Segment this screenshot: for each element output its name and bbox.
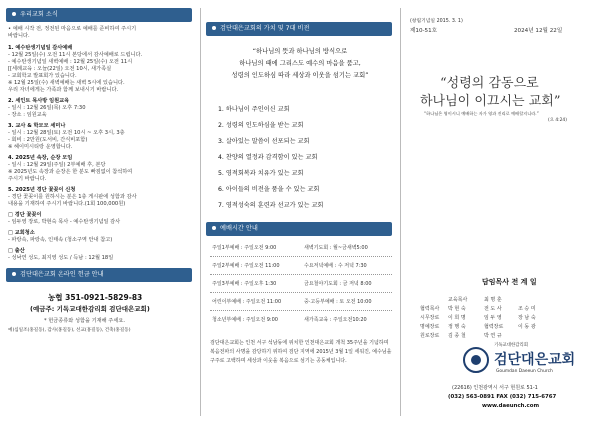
notice-1-line: - 12월 25일(수) 오전 11시 본당에서 감사예배로 드립니다. [8,52,143,58]
worship-time: 중·고등부예배 : 토 오전 10:00 [304,299,372,305]
offering-memo: * 헌금종류와 성함을 기재해 주세요. [44,318,125,324]
notice-5-line: - 경단 꽃꽂이를 원하시는 분은 1층 게시판에 성함과 감사 [8,194,137,200]
vision-item: 5. 영적회복과 치유가 있는 교회 [218,170,304,177]
staff-name: 이 동 광 [518,324,536,330]
staff-role: 협력장로 [484,324,504,330]
notice-1-line: - 예수탄생기념일 새벽예배 : 12월 25일(수) 오전 11시 [8,59,133,65]
bullet-icon [12,272,16,276]
news-header [6,8,192,22]
staff-role: 교육목사 [448,297,468,303]
staff-role: 시무장로 [420,315,440,321]
cleaning-line: - 파랑속, 파랑속, 인태속 (청소구역 안내 참고) [8,237,113,243]
worship-time: 청소년부예배 : 주일오전 9:00 [212,317,278,323]
worship-time: 수요저녁예배 : 수 저녁 7:30 [304,263,367,269]
staff-role: 전 도 사 [484,306,502,312]
founded-date: (창립기념일 2015. 3. 1) [410,19,463,24]
notice-5-line: 내용을 기재하여 주시기 바랍니다.(1회 100,000원) [8,201,126,207]
staff-name: 이 희 명 [448,315,466,321]
mission-line-1: “하나님의 뜻과 하나님의 방식으로 [252,48,348,55]
staff-name: 박 현 숙 [448,306,466,312]
news-header-label: 우리교회 소식 [20,11,58,18]
verse: “하나님은 영이시니 예배하는 자가 영과 진리로 예배할지니라.” [424,111,539,116]
offering-example: 예)십일조(홍길동), 감사(홍길동), 선교(홍길동), 건축(홍길동) [8,328,131,333]
phone: (032) 563-0891 FAX (032) 715-6767 [448,394,557,400]
mission-line-2: 하나님의 때에 그리스도 예수의 마음을 품고, [239,60,361,67]
worship-time: 어린이부예배 : 주일오전 11:00 [212,299,282,305]
notice-4-line: ※ 2025년도 속장과 순장은 한 분도 빠짐없이 참석하여 [8,169,133,175]
intro-line-2: 바랍니다. [8,33,30,39]
vision-item: 3. 살아있는 말씀이 선포되는 교회 [218,138,310,145]
staff-name: 장 남 숙 [518,315,536,321]
cleaning-title: □ 교회청소 [8,230,35,236]
row-separator [210,292,392,293]
worship-time: 주일1부예배 : 주일오전 9:00 [212,245,277,251]
notice-3-line: ※ 헤이미시티랑 운영합니다. [8,144,73,150]
church-name: 검단대은교회 [494,352,576,368]
column-divider [400,8,401,416]
staff-role: 협력목사 [420,306,440,312]
notice-2-line: - 장소 : 임원교육 [8,112,47,118]
notice-3-line: - 일시 : 12월 28일(토) 오전 10시 ~ 오후 3시, 3층 [8,130,125,136]
verse-reference: (요 4:24) [548,118,567,123]
worship-header-label: 예배시간 안내 [220,225,258,232]
account-holder: (예금주: 기독교대한감리회 검단대은교회) [30,305,150,313]
bulletin-date: 2024년 12월 22일 [514,28,563,34]
vision-item: 4. 찬양의 열정과 감격함이 있는 교회 [218,154,318,161]
notice-3-line: - 회비 : 2만원(도서비, 간식비포함) [8,137,88,143]
worship-time: 새가족교육 : 주일오전10:20 [304,317,367,323]
address: (22616) 인천광역시 서구 현원로 51-1 [452,385,538,391]
birth-title: □ 출산 [8,248,25,254]
church-name-en: Goumdan Daeeun Church [496,369,553,374]
slogan-line-2: 하나님이 이끄시는 교회” [420,94,561,109]
worship-time: 새벽기도회 : 월~금새벽5:00 [304,245,368,251]
notice-4-line: - 일시 : 12월 29일(주일) 2부예배 후, 본당 [8,162,106,168]
worship-time: 주일2부예배 : 주일오전 11:00 [212,263,280,269]
staff-name: 박 연 규 [484,333,502,339]
staff-role: 명예장로 [420,324,440,330]
bank-account: 농협 351-0921-5829-83 [48,293,143,302]
staff-name: 김 종 철 [448,333,466,339]
staff-name: 조 승 미 [518,306,536,312]
church-intro: 검단대은교회는 인천 서구 석남동에 위치한 인천대은교회 개척 35주년을 기념하며 복음전파의 사명을 감당하기 위하여 검단 지역에 2015년 3월 1일 세워진, 예수님을 구주로 고백하며 세상과 이웃을 복음으로 섬기는 공동체입니다. [210,340,392,364]
notice-1-title: 1. 예수탄생기념일 감사예배 [8,45,73,51]
intro-line-1: • 예배 시작 전, 정전된 마음으로 예배를 준비하여 주시기 [8,26,137,32]
birth-line: - 성낙연 성도, 최지영 성도 / 득남 : 12월 18일 [8,255,114,261]
notice-5-title: 5. 2025년 경단 꽃꽂이 신청 [8,187,76,193]
flower-title: □ 경단 꽃꽂이 [8,212,42,218]
staff-name: 임 두 영 [484,315,502,321]
notice-1-line: 우리 자녀에게는 가족과 함께 보내시기 바랍니다. [8,87,119,93]
website[interactable]: www.daeunch.com [482,403,540,409]
vision-header [206,22,392,36]
vision-item: 1. 하나님이 주인이신 교회 [218,106,290,113]
staff-role: 원로장로 [420,333,440,339]
senior-pastor: 담임목사 전 계 일 [482,278,537,286]
worship-time: 주일3부예배 : 주일오후 1:30 [212,281,277,287]
notice-1-line: - 교회학교 발표회가 있습니다. [8,73,77,79]
offering-header-label: 검단대은교회 온라인 헌금 안내 [20,271,104,278]
bullet-icon [212,226,216,230]
notice-2-title: 2. 세인트 목사방 임원교육 [8,98,70,104]
row-separator [210,256,392,257]
notice-2-line: - 일시 : 12월 26일(목) 오후 7:30 [8,105,86,111]
worship-time: 금요철야기도회 : 금 저녁 8:00 [304,281,372,287]
denomination: 기독교대한감리회 [494,343,528,348]
bullet-icon [212,26,216,30]
notice-3-title: 3. 교사 & 학모모 세미나 [8,123,66,129]
row-separator [210,274,392,275]
flower-line: - 임두영 장로, 박현숙 목사 - 예수탄생기념일 감사 [8,219,121,225]
row-separator [210,310,392,311]
notice-1-line: [[세례교육 : 오늘(22일) 오전 10시, 새가족실 [8,66,112,72]
worship-header [206,222,392,236]
mission-line-3: 성령의 인도하심 따라 세상과 이웃을 섬기는 교회” [231,72,369,79]
vision-item: 7. 영적성숙의 훈련과 선교가 있는 교회 [218,202,324,209]
notice-1-line: ※ 12월 25일(수) 새벽예배는 새벽 5시에 있습니다. [8,80,125,86]
staff-name: 최 명 훈 [484,297,502,303]
vision-item: 2. 성령의 인도하심을 받는 교회 [218,122,304,129]
church-logo-icon [463,347,489,373]
issue-number: 제10-51호 [410,28,438,34]
slogan-line-1: “성령의 감동으로 [440,76,539,91]
staff-name: 정 행 숙 [448,324,466,330]
bullet-icon [12,12,16,16]
notice-4-line: 주시기 바랍니다. [8,176,47,182]
offering-header [6,268,192,282]
notice-4-title: 4. 2025년 속장, 순장 모임 [8,155,73,161]
vision-item: 6. 아이들의 비전을 품을 수 있는 교회 [218,186,320,193]
vision-header-label: 검단대은교회의 가치 및 7대 비전 [220,25,310,32]
